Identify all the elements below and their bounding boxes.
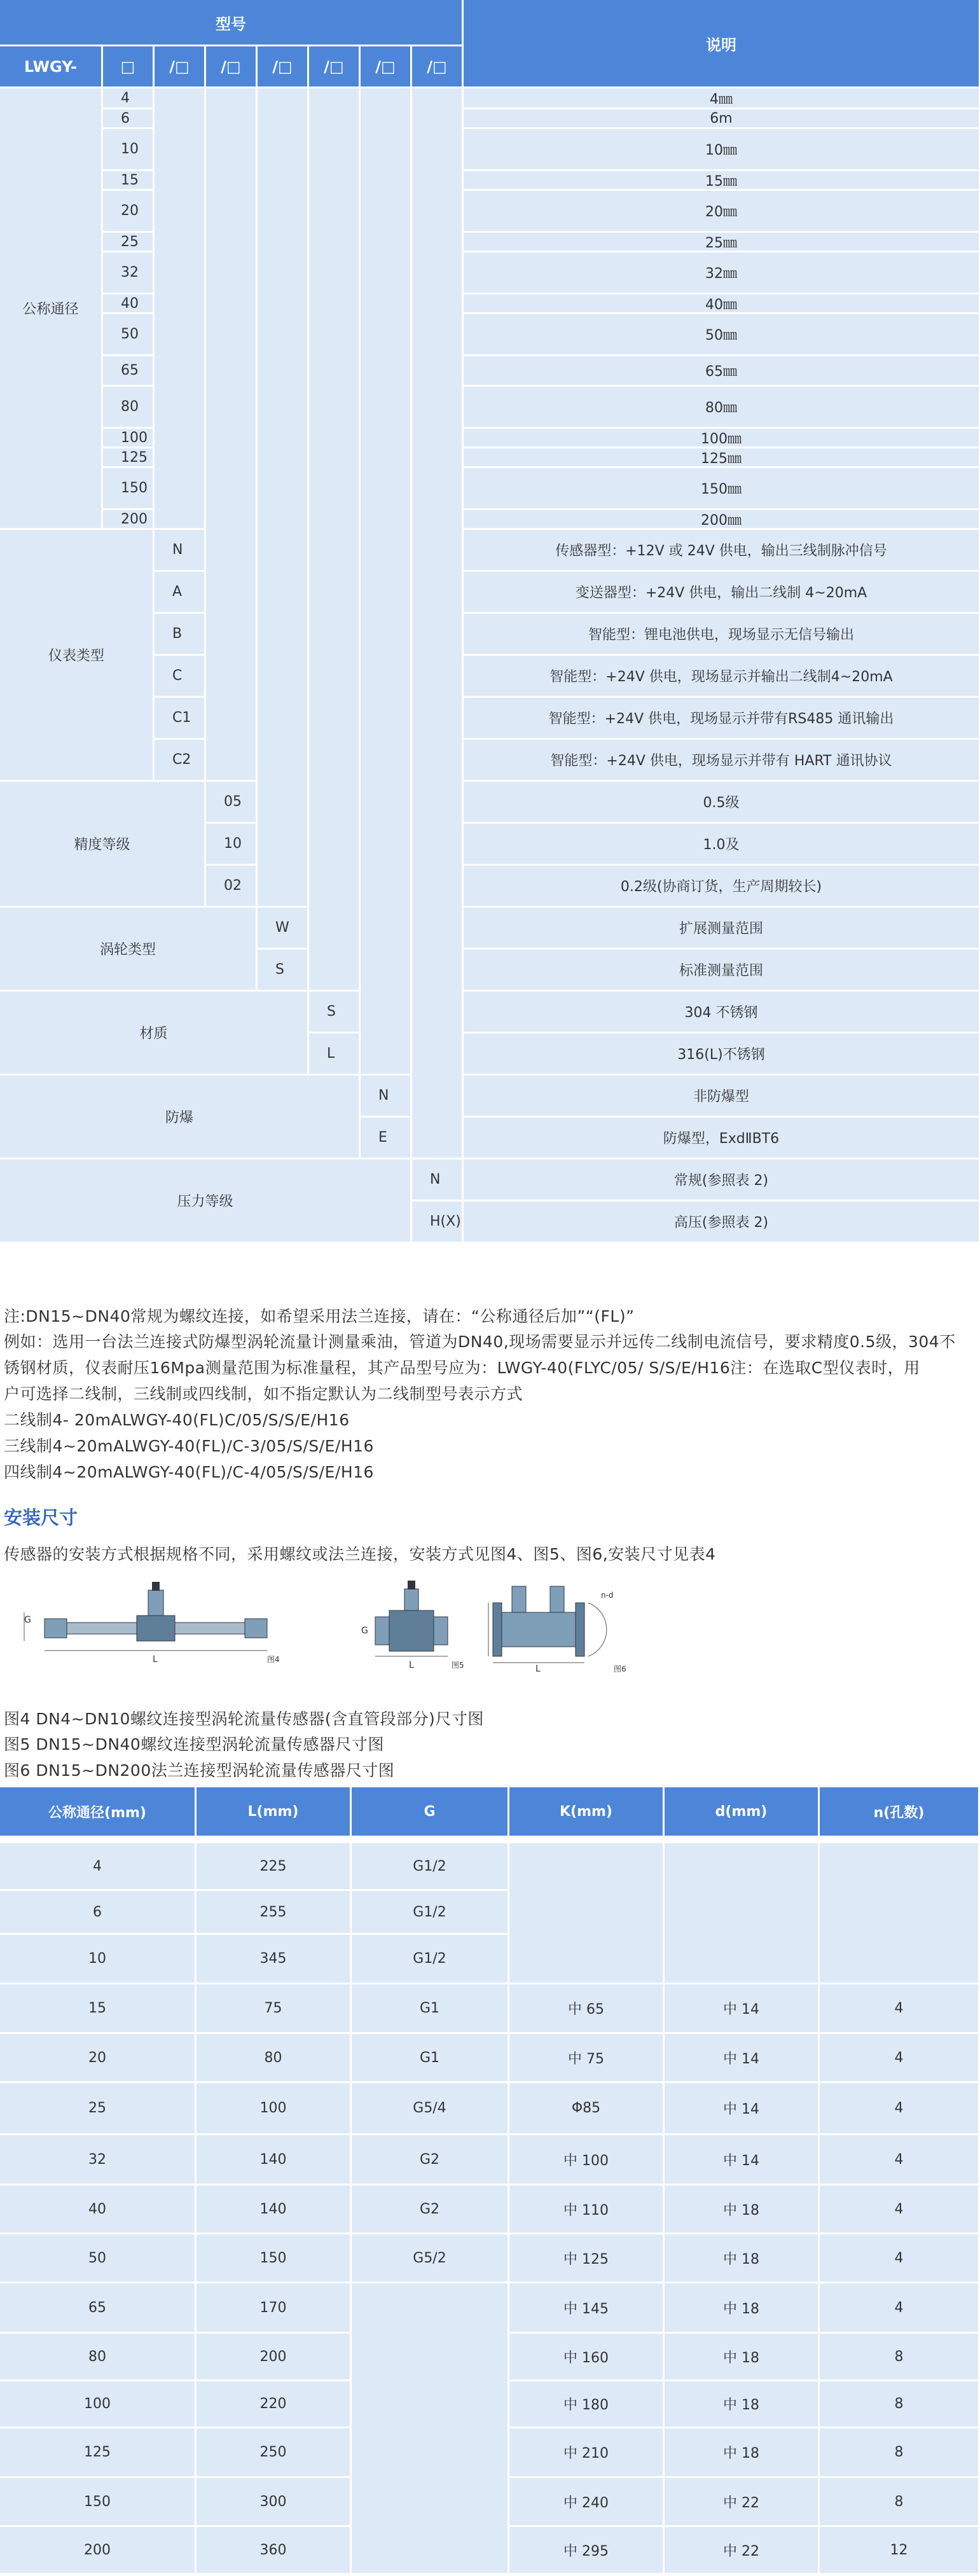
figure-caption-5: 图5 DN15~DN40螺纹连接型涡轮流量传感器尺寸图 xyxy=(4,1735,384,1754)
diameter-desc-14: 200㎜ xyxy=(464,510,979,528)
figure-4-drawing xyxy=(19,1581,286,1670)
meter_type-desc-3: 智能型：+24V 供电，现场显示并输出二线制4~20mA xyxy=(464,656,979,696)
section-label-turbine: 涡轮类型 xyxy=(0,908,256,990)
diameter-code-13: 150 xyxy=(103,468,153,508)
code-header-5: /□ xyxy=(309,46,359,87)
pressure-code-0: N xyxy=(412,1160,462,1200)
diameter-code-12: 125 xyxy=(103,448,153,466)
table2-merged-blank-c5 xyxy=(820,1843,978,1983)
table2-cell-r10-c0: 80 xyxy=(0,2334,195,2379)
table2-cell-r7-c3: 中 110 xyxy=(509,2185,663,2233)
table2-cell-r13-c0: 150 xyxy=(0,2478,195,2525)
table2-cell-r5-c5: 4 xyxy=(820,2083,978,2133)
table2-cell-r3-c1: 75 xyxy=(197,1984,350,2032)
diameter-desc-0: 4㎜ xyxy=(464,88,979,107)
diameter-code-9: 65 xyxy=(103,356,153,385)
figure-6-drawing xyxy=(483,1577,642,1673)
table2-cell-r2-c1: 345 xyxy=(197,1935,350,1983)
diameter-desc-8: 50㎜ xyxy=(464,314,979,354)
pressure-desc-1: 高压(参照表 2) xyxy=(464,1201,979,1242)
table2-header-4: d(mm) xyxy=(665,1787,818,1836)
fig5-l-label: L xyxy=(409,1660,414,1670)
table2-cell-r3-c4: 中 14 xyxy=(665,1984,818,2032)
table2-cell-r13-c4: 中 22 xyxy=(665,2478,818,2525)
section-label-accuracy: 精度等级 xyxy=(0,782,204,906)
diameter-desc-1: 6m xyxy=(464,109,979,127)
table2-cell-r14-c5: 12 xyxy=(820,2527,978,2573)
filler-col4-group2 xyxy=(258,88,307,906)
table2-merged-blank-c4 xyxy=(665,1843,818,1983)
meter_type-desc-0: 传感器型：+12V 或 24V 供电，输出三线制脉冲信号 xyxy=(464,530,979,570)
filler-col5-group3 xyxy=(309,88,359,990)
table2-cell-r4-c0: 20 xyxy=(0,2034,195,2081)
table2-cell-r4-c1: 80 xyxy=(197,2034,350,2081)
note-line-6: 四线制4~20mALWGY-40(FL)/C-4/05/S/S/E/H16 xyxy=(4,1463,374,1481)
table2-cell-r9-c1: 170 xyxy=(197,2283,350,2332)
filler-col7-group5 xyxy=(412,88,462,1158)
note-line-3: 户可选择二线制，三线制或四线制，如不指定默认为二线制型号表示方式 xyxy=(4,1385,523,1403)
table2-cell-r5-c2: G5/4 xyxy=(352,2083,507,2133)
code-header-1: □ xyxy=(103,46,153,87)
diameter-code-8: 50 xyxy=(103,314,153,354)
table2-cell-r11-c0: 100 xyxy=(0,2381,195,2427)
diameter-code-6: 32 xyxy=(103,253,153,293)
table2-cell-r5-c4: 中 14 xyxy=(665,2083,818,2133)
table2-cell-r11-c4: 中 18 xyxy=(665,2381,818,2427)
turbine-code-0: W xyxy=(258,908,307,948)
table2-cell-r1-c1: 255 xyxy=(197,1891,350,1933)
section-label-diameter: 公称通径 xyxy=(0,88,101,528)
table2-cell-r5-c0: 25 xyxy=(0,2083,195,2133)
table2-cell-r12-c4: 中 18 xyxy=(665,2428,818,2476)
section-label-pressure: 压力等级 xyxy=(0,1160,410,1242)
turbine-desc-0: 扩展测量范围 xyxy=(464,908,979,948)
note-line-4: 二线制4- 20mALWGY-40(FL)C/05/S/S/E/H16 xyxy=(4,1411,350,1429)
accuracy-code-0: 05 xyxy=(206,782,256,822)
table2-cell-r12-c1: 250 xyxy=(197,2428,350,2476)
table2-cell-r2-c0: 10 xyxy=(0,1935,195,1983)
fig4-label: 图4 xyxy=(267,1655,280,1664)
table2-cell-r7-c2: G2 xyxy=(352,2185,507,2233)
table2-cell-r7-c5: 4 xyxy=(820,2185,978,2233)
meter_type-code-5: C2 xyxy=(155,740,204,780)
diameter-desc-7: 40㎜ xyxy=(464,294,979,312)
table2-cell-r12-c3: 中 210 xyxy=(509,2428,663,2476)
diameter-code-3: 15 xyxy=(103,171,153,189)
turbine-code-1: S xyxy=(258,950,307,990)
table2-cell-r4-c4: 中 14 xyxy=(665,2034,818,2081)
fig6-label: 图6 xyxy=(614,1665,626,1673)
diameter-code-7: 40 xyxy=(103,294,153,312)
table2-cell-r3-c0: 15 xyxy=(0,1984,195,2032)
filler-col2-group0 xyxy=(155,88,204,528)
table2-cell-r0-c2: G1/2 xyxy=(352,1843,507,1889)
table2-cell-r4-c3: 中 75 xyxy=(509,2034,663,2081)
diameter-code-4: 20 xyxy=(103,191,153,231)
table2-cell-r6-c1: 140 xyxy=(197,2135,350,2184)
table2-cell-r1-c2: G1/2 xyxy=(352,1891,507,1933)
table2-cell-r8-c1: 150 xyxy=(197,2234,350,2282)
table2-cell-r0-c0: 4 xyxy=(0,1843,195,1889)
meter_type-code-3: C xyxy=(155,656,204,696)
table2-cell-r9-c4: 中 18 xyxy=(665,2283,818,2332)
explosion-desc-0: 非防爆型 xyxy=(464,1076,979,1116)
code-header-7: /□ xyxy=(412,46,462,87)
explosion-code-0: N xyxy=(361,1076,410,1116)
table2-cell-r9-c0: 65 xyxy=(0,2283,195,2332)
desc-header: 说明 xyxy=(464,0,979,87)
table2-cell-r3-c2: G1 xyxy=(352,1984,507,2032)
diameter-desc-13: 150㎜ xyxy=(464,468,979,508)
note-line-5: 三线制4~20mALWGY-40(FL)/C-3/05/S/S/E/H16 xyxy=(4,1437,374,1455)
filler-col6-group4 xyxy=(361,88,410,1074)
table2-cell-r10-c4: 中 18 xyxy=(665,2334,818,2379)
explosion-desc-1: 防爆型，ExdⅡBT6 xyxy=(464,1118,979,1158)
diameter-code-14: 200 xyxy=(103,510,153,528)
accuracy-code-1: 10 xyxy=(206,824,256,864)
material-desc-1: 316(L)不锈钢 xyxy=(464,1034,979,1074)
diameter-desc-6: 32㎜ xyxy=(464,253,979,293)
table2-cell-r3-c5: 4 xyxy=(820,1984,978,2032)
table2-cell-r9-c3: 中 145 xyxy=(509,2283,663,2332)
table2-header-0: 公称通径(mm) xyxy=(0,1787,195,1836)
fig6-l-label: L xyxy=(535,1664,541,1673)
table2-cell-r7-c4: 中 18 xyxy=(665,2185,818,2233)
meter_type-code-1: A xyxy=(155,572,204,612)
material-code-0: S xyxy=(309,992,359,1032)
section-label-explosion: 防爆 xyxy=(0,1076,359,1158)
fig5-g-label: G xyxy=(361,1626,368,1636)
diameter-code-2: 10 xyxy=(103,129,153,169)
meter_type-desc-5: 智能型：+24V 供电，现场显示并带有 HART 通讯协议 xyxy=(464,740,979,780)
note-line-0: 注:DN15~DN40常规为螺纹连接，如希望采用法兰连接，请在：“公称通径后加”“(FL)” xyxy=(4,1307,635,1326)
diameter-desc-9: 65㎜ xyxy=(464,356,979,385)
prefix-header: LWGY- xyxy=(0,46,101,87)
diameter-desc-12: 125㎜ xyxy=(464,448,979,466)
meter_type-desc-4: 智能型：+24V 供电，现场显示并带有RS485 通讯输出 xyxy=(464,698,979,738)
meter_type-code-0: N xyxy=(155,530,204,570)
table2-cell-r13-c3: 中 240 xyxy=(509,2478,663,2525)
table2-cell-r6-c5: 4 xyxy=(820,2135,978,2184)
table2-cell-r13-c1: 300 xyxy=(197,2478,350,2525)
table2-header-2: G xyxy=(352,1787,507,1836)
table2-cell-r11-c3: 中 180 xyxy=(509,2381,663,2427)
fig4-g-label: G xyxy=(24,1615,31,1625)
table2-cell-r14-c1: 360 xyxy=(197,2527,350,2573)
table2-cell-r4-c5: 4 xyxy=(820,2034,978,2081)
table2-cell-r14-c0: 200 xyxy=(0,2527,195,2573)
accuracy-desc-0: 0.5级 xyxy=(464,782,979,822)
diameter-code-10: 80 xyxy=(103,387,153,427)
table2-cell-r6-c2: G2 xyxy=(352,2135,507,2184)
table2-cell-r3-c3: 中 65 xyxy=(509,1984,663,2032)
table2-header-1: L(mm) xyxy=(197,1787,350,1836)
diameter-desc-10: 80㎜ xyxy=(464,387,979,427)
table2-merged-blank-c3 xyxy=(509,1843,663,1983)
material-code-1: L xyxy=(309,1034,359,1074)
model-header: 型号 xyxy=(0,0,462,45)
table2-cell-r6-c0: 32 xyxy=(0,2135,195,2184)
code-header-4: /□ xyxy=(258,46,307,87)
table2-cell-r11-c1: 220 xyxy=(197,2381,350,2427)
table2-cell-r12-c0: 125 xyxy=(0,2428,195,2476)
fig6-nd-label: n-d xyxy=(601,1591,614,1600)
diameter-code-1: 6 xyxy=(103,109,153,127)
meter_type-desc-2: 智能型：锂电池供电，现场显示无信号输出 xyxy=(464,614,979,654)
note-line-2: 锈钢材质，仪表耐压16Mpa测量范围为标准量程，其产品型号应为：LWGY-40(FLYC/05/ S/S/E/H16注：在选取C型仪表时，用 xyxy=(4,1359,920,1377)
code-header-2: /□ xyxy=(155,46,204,87)
meter_type-code-4: C1 xyxy=(155,698,204,738)
diameter-code-0: 4 xyxy=(103,88,153,107)
table2-cell-r12-c5: 8 xyxy=(820,2428,978,2476)
section-label-material: 材质 xyxy=(0,992,307,1074)
note-line-1: 例如：选用一台法兰连接式防爆型涡轮流量计测量乘油，管道为DN40,现场需要显示并远传二线制电流信号，要求精度0.5级，304不 xyxy=(4,1333,956,1351)
table2-cell-r4-c2: G1 xyxy=(352,2034,507,2081)
meter_type-code-2: B xyxy=(155,614,204,654)
table2-cell-r6-c4: 中 14 xyxy=(665,2135,818,2184)
table2-cell-r1-c0: 6 xyxy=(0,1891,195,1933)
meter_type-desc-1: 变送器型：+24V 供电，输出二线制 4~20mA xyxy=(464,572,979,612)
diameter-desc-4: 20㎜ xyxy=(464,191,979,231)
table2-cell-r6-c3: 中 100 xyxy=(509,2135,663,2184)
table2-cell-r10-c5: 8 xyxy=(820,2334,978,2379)
install-intro: 传感器的安装方式根据规格不同，采用螺纹或法兰连接，安装方式见图4、图5、图6,安装尺寸见表4 xyxy=(4,1545,716,1563)
figure-5-drawing xyxy=(356,1577,471,1673)
table2-header-3: K(mm) xyxy=(509,1787,663,1836)
table2-cell-r14-c3: 中 295 xyxy=(509,2527,663,2573)
diameter-desc-11: 100㎜ xyxy=(464,429,979,447)
fig5-label: 图5 xyxy=(452,1661,464,1670)
explosion-code-1: E xyxy=(361,1118,410,1158)
table2-cell-r7-c0: 40 xyxy=(0,2185,195,2233)
table2-cell-r13-c5: 8 xyxy=(820,2478,978,2525)
table2-cell-r14-c4: 中 22 xyxy=(665,2527,818,2573)
filler-col3-group1 xyxy=(206,88,256,780)
diameter-desc-2: 10㎜ xyxy=(464,129,979,169)
diameter-code-5: 25 xyxy=(103,233,153,251)
table2-cell-r8-c0: 50 xyxy=(0,2234,195,2282)
table2-cell-r8-c2: G5/2 xyxy=(352,2234,507,2282)
diameter-desc-5: 25㎜ xyxy=(464,233,979,251)
turbine-desc-1: 标准测量范围 xyxy=(464,950,979,990)
table2-cell-r8-c4: 中 18 xyxy=(665,2234,818,2282)
table2-cell-r7-c1: 140 xyxy=(197,2185,350,2233)
table2-cell-r0-c1: 225 xyxy=(197,1843,350,1889)
figure-caption-4: 图4 DN4~DN10螺纹连接型涡轮流量传感器(含直管段部分)尺寸图 xyxy=(4,1710,484,1728)
pressure-desc-0: 常规(参照表 2) xyxy=(464,1160,979,1200)
figure-caption-6: 图6 DN15~DN200法兰连接型涡轮流量传感器尺寸图 xyxy=(4,1761,395,1780)
accuracy-desc-2: 0.2级(协商订货，生产周期较长) xyxy=(464,866,979,906)
code-header-6: /□ xyxy=(361,46,410,87)
accuracy-desc-1: 1.0及 xyxy=(464,824,979,864)
table2-cell-r9-c5: 4 xyxy=(820,2283,978,2332)
table2-cell-r5-c1: 100 xyxy=(197,2083,350,2133)
diameter-desc-3: 15㎜ xyxy=(464,171,979,189)
install-section-title: 安装尺寸 xyxy=(4,1507,78,1528)
section-label-meter_type: 仪表类型 xyxy=(0,530,153,780)
pressure-code-1: H(X) xyxy=(412,1201,462,1242)
table2-cell-r8-c5: 4 xyxy=(820,2234,978,2282)
diameter-code-11: 100 xyxy=(103,429,153,447)
table2-cell-r2-c2: G1/2 xyxy=(352,1935,507,1983)
material-desc-0: 304 不锈钢 xyxy=(464,992,979,1032)
table2-merged-blank-g xyxy=(352,2283,507,2573)
table2-cell-r11-c5: 8 xyxy=(820,2381,978,2427)
table2-cell-r10-c1: 200 xyxy=(197,2334,350,2379)
table2-header-5: n(孔数) xyxy=(820,1787,978,1836)
code-header-3: /□ xyxy=(206,46,256,87)
fig4-l-label: L xyxy=(153,1654,158,1665)
table2-cell-r10-c3: 中 160 xyxy=(509,2334,663,2379)
table2-cell-r8-c3: 中 125 xyxy=(509,2234,663,2282)
table2-cell-r5-c3: Φ85 xyxy=(509,2083,663,2133)
accuracy-code-2: 02 xyxy=(206,866,256,906)
